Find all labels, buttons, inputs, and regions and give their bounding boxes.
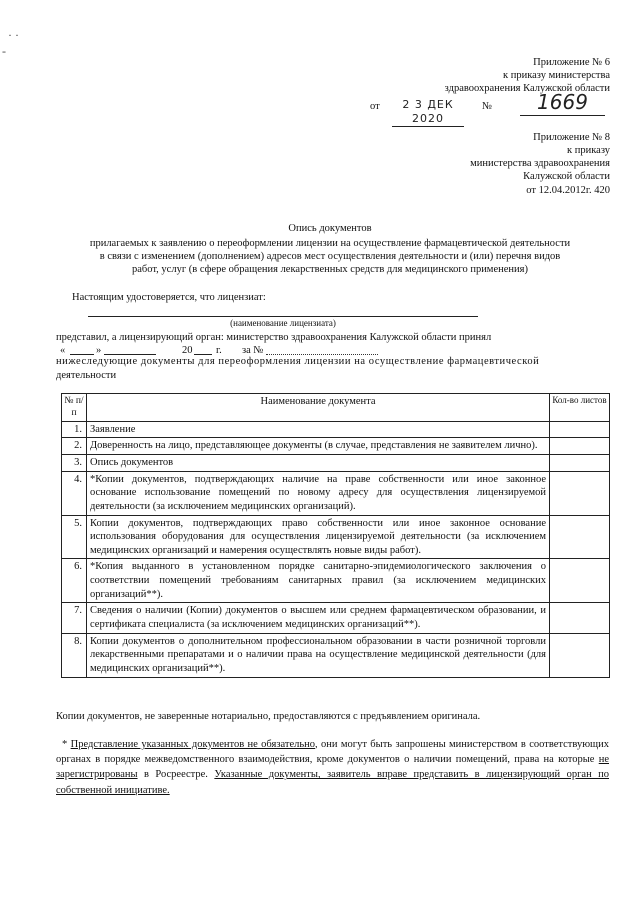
- row-count: [550, 454, 610, 471]
- row-num: 8.: [62, 633, 87, 677]
- row-num: 1.: [62, 421, 87, 438]
- appendix-8-line1: к приказу: [567, 145, 610, 157]
- appendix-8-title: Приложение № 8: [533, 132, 610, 143]
- appendix-6-title: Приложение № 6: [533, 57, 610, 68]
- documents-table: [61, 393, 610, 678]
- heading-title: Опись документов: [288, 223, 372, 234]
- row-name: Сведения о наличии (Копии) документов о высшем или среднем фармацевтическом образовании, и сертификата специалиста (за исключением медицинских организаций**).: [87, 603, 550, 633]
- table-row: [62, 438, 610, 455]
- row-num: 6.: [62, 559, 87, 603]
- row-count: [550, 603, 610, 633]
- heading-line3: работ, услуг (в сфере обращения лекарственных средств для медицинского применения): [132, 264, 528, 276]
- footnote: [56, 737, 609, 798]
- footnote-text2: в Росреестре.: [137, 769, 215, 781]
- row-num: 4.: [62, 471, 87, 515]
- row-count: [550, 559, 610, 603]
- document-heading: [40, 222, 620, 277]
- table-row: [62, 559, 610, 603]
- table-header-row: [62, 394, 610, 422]
- footnote-optional: Представление указанных документов не обязательно: [70, 739, 316, 750]
- activity-text: деятельности: [56, 370, 117, 381]
- row-count: [550, 438, 610, 455]
- date-stamp: 2 3 ДЕК 2020: [392, 98, 464, 127]
- quote-close: »: [96, 345, 102, 356]
- row-name: *Копии документов, подтверждающих наличие на праве собственности или иное законное основание использование помещений по новому адресу для осуществления лицензируемой деятельности (за исключением медицинских организаций).: [87, 471, 550, 515]
- table-row: [62, 421, 610, 438]
- header-count: Кол-во листов: [550, 394, 610, 422]
- row-name: Доверенность на лицо, представляющее документы (в случае, представления не заявителем лично).: [87, 438, 550, 455]
- header-name: Наименование документа: [87, 394, 550, 422]
- number-label: №: [482, 101, 493, 112]
- row-num: 7.: [62, 603, 87, 633]
- year-prefix: 20: [182, 345, 193, 356]
- licensee-name-line: [88, 316, 478, 317]
- heading-line2: в связи с изменением (дополнением) адресов мест осуществления деятельности и (или) перечня видов: [99, 251, 561, 263]
- footnote-text1: , они могут быть запрошены министерством в соответствующих органах в порядке межведомственного взаимодействия, кроме документов о наличии помещений, права на которые: [56, 739, 609, 766]
- footnote-initiative: Указанные документы, заявитель вправе представить в лицензирующий орган по собственной инициативе.: [56, 769, 610, 796]
- row-count: [550, 633, 610, 677]
- row-num: 5.: [62, 515, 87, 559]
- appendix-6-line1: к приказу министерства: [502, 70, 610, 82]
- order-number-handwritten: 1669: [520, 90, 605, 116]
- copies-note: Копии документов, не заверенные нотариально, предоставляются с предъявлением оригинала.: [56, 711, 481, 722]
- scan-mark: -: [2, 44, 6, 58]
- year-suffix: г.: [216, 345, 222, 356]
- licensee-caption: (наименование лицензиата): [230, 318, 336, 328]
- appendix-6-order-line: [370, 90, 615, 125]
- quote-open: «: [60, 345, 66, 356]
- table-row: [62, 603, 610, 633]
- row-name: Заявление: [87, 421, 550, 438]
- row-count: [550, 515, 610, 559]
- presented-text: представил, а лицензирующий орган: министерство здравоохранения Калужской области принял: [56, 332, 492, 343]
- footnote-star: *: [62, 739, 68, 750]
- under-number-label: за №: [242, 345, 264, 356]
- table-row: [62, 515, 610, 559]
- row-name: Опись документов: [87, 454, 550, 471]
- appendix-8-line4: от 12.04.2012г. 420: [526, 184, 610, 196]
- row-name: *Копия выданного в установленном порядке санитарно-эпидемиологического заключения о соответствии помещений требованиям санитарных правил (за исключением медицинских организаций**).: [87, 559, 550, 603]
- appendix-8-line2: министерства здравоохранения: [470, 158, 610, 170]
- scan-marks: · ·: [8, 28, 19, 42]
- appendix-8-line3: Калужской области: [523, 171, 610, 183]
- table-row: [62, 454, 610, 471]
- appendix-8-block: [310, 131, 610, 197]
- row-count: [550, 421, 610, 438]
- row-num: 2.: [62, 438, 87, 455]
- table-row: [62, 633, 610, 677]
- header-num: № п/п: [62, 394, 87, 422]
- appendix-6-line2: здравоохранения Калужской области: [444, 83, 610, 95]
- footnote-unregistered: не зарегистрированы: [56, 754, 609, 781]
- row-name: Копии документов о дополнительном профессиональном образовании в части розничной торговли лекарственными препаратами и о наличии права на осуществление медицинской деятельности (для медицинских организаций**).: [87, 633, 550, 677]
- from-label: от: [370, 101, 380, 112]
- row-count: [550, 471, 610, 515]
- row-name: Копии документов, подтверждающих право собственности или иное законное основание использования оборудования для осуществления лицензируемой деятельности (за исключением медицинских организаций и намерения осуществлять новые виды работ).: [87, 515, 550, 559]
- certify-text: Настоящим удостоверяется, что лицензиат:: [72, 292, 266, 303]
- below-docs-text: нижеследующие документы для переоформления лицензии на осуществление фармацевтической: [56, 356, 540, 367]
- table-row: [62, 471, 610, 515]
- heading-line1: прилагаемых к заявлению о переоформлении лицензии на осуществление фармацевтической деятельности: [89, 238, 571, 250]
- row-num: 3.: [62, 454, 87, 471]
